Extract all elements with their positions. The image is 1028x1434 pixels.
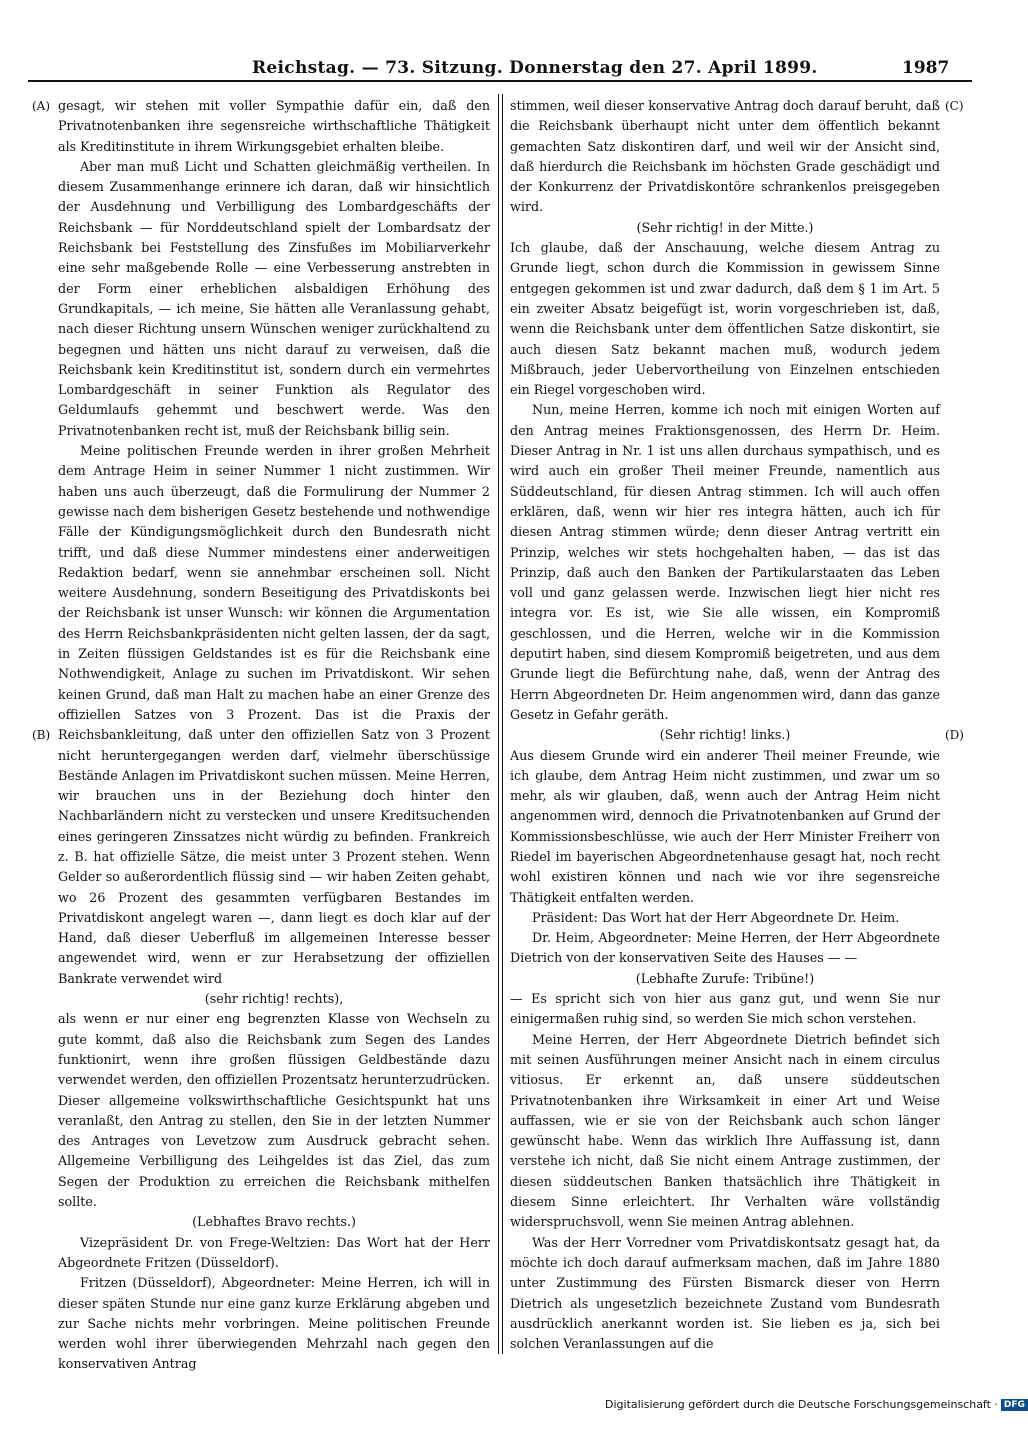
- paragraph: Meine Herren, der Herr Abgeordnete Dietrich befindet sich mit seinen Ausführungen meiner Ansicht nach in einem circulus vitiosus. Er erkennt an, daß unsere süddeutschen Privatnotenbanken ihre Wirksamkeit in einer Art und Weise auffassen, wie er sie von der Reichsbank auch schon länger gewünscht habe. Wenn das wirklich Ihre Auffassung ist, dann verstehe ich nicht, daß Sie nicht einem Antrage zustimmen, der diesen süddeutschen Banken thatsächlich ihre Thätigkeit in diesem Sinne erleichtert. Ihr Verhalten wäre vollständig widerspruchsvoll, wenn Sie meinen Antrag ablehnen.: [510, 1031, 940, 1230]
- paragraph: — Es spricht sich von hier aus ganz gut, und wenn Sie nur einigermaßen ruhig sind, so werden Sie mich schon verstehen.: [510, 991, 940, 1027]
- interjection: (Sehr richtig! in der Mitte.): [636, 219, 814, 235]
- paragraph: Aus diesem Grunde wird ein anderer Theil meiner Freunde, wie ich glaube, dem Antrag Heim nicht zustimmen, und zwar um so mehr, als wir glauben, daß, wenn auch der Antrag Heim nicht angenommen wird, dennoch die Privatnotenbanken auf Grund der Kommissionsbeschlüsse, wie auch der Herr Minister Freiherr von Riedel im bayerischen Abgeordnetenhause gesagt hat, noch recht wohl existiren können und nach wie vor ihre segensreiche Thätigkeit entfalten werden.: [510, 747, 940, 905]
- margin-mark-c: (C): [945, 99, 964, 113]
- margin-mark-a: (A): [32, 99, 51, 113]
- paragraph: Meine politischen Freunde werden in ihrer großen Mehrheit dem Antrage Heim in seiner Nummer 1 nicht zustimmen. Wir haben uns auch überzeugt, daß die Formulirung der Nummer 2 gewisse nach dem bisherigen Gesetz bestehende und nothwendige Fälle der Kündigungsmöglichkeit durch den Bundesrath nicht trifft, und daß diese Nummer mindestens einer anderweitigen Redaktion bedarf, wenn sie annehmbar erscheinen soll. Nicht weitere Ausdehnung, sondern Beseitigung des Privatdiskonts bei der Reichsbank ist unser Wunsch: wir können die Argumentation des Herrn Reichsbankpräsidenten nicht gelten lassen, der da sagt, in Zeiten flüssigen Geldstandes ist es für die Reichsbank eine Nothwendigkeit, Anlage zu suchen im Privatdiskont. Wir sehen keinen Grund, daß man Halt zu machen habe an einer Grenze des offiziellen Satzes von 3 Prozent. Das ist die Praxis der Reichsbankleitung, daß unter den offiziellen Satz von 3 Prozent nicht heruntergegangen werden darf, vielmehr überschüssige Bestände Anlagen im Privatdiskont suchen müssen. Meine Herren, wir brauchen uns in der Beziehung doch hinter den Nachbarländern nicht zu verstecken und unsere Kreditsuchenden eines geringeren Zinssatzes nicht würdig zu befinden. Frankreich z. B. hat offizielle Sätze, die meist unter 3 Prozent stehen. Wenn Gelder so außerordentlich flüssig sind — wir haben Zeiten gehabt, wo 26 Prozent des gesammten verfügbaren Bestandes im Privatdiskont angelegt waren —, dann liegt es doch klar auf der Hand, daß dieser Ueberfluß im allgemeinen Interesse besser angewendet wird, wenn er zur Herabsetzung der offiziellen Bankrate verwendet wird: [58, 443, 490, 986]
- speaker-paragraph: Präsident: Das Wort hat der Herr Abgeordnete Dr. Heim.: [532, 909, 900, 925]
- dfg-logo: DFG: [1001, 1399, 1028, 1411]
- header-title: Reichstag. — 73. Sitzung. Donnerstag den 27. April 1899.: [252, 58, 818, 78]
- paragraph: gesagt, wir stehen mit voller Sympathie dafür ein, daß den Privatnotenbanken ihre segensreiche wirthschaftliche Thätigkeit als Kreditinstitute in ihrem Wirkungsgebiet erhalten bleibe.: [58, 98, 490, 154]
- left-column: [58, 96, 490, 1375]
- speaker-paragraph: Dr. Heim, Abgeordneter: Meine Herren, der Herr Abgeordnete Dietrich von der konservativen Seite des Hauses — —: [510, 930, 940, 966]
- right-column: [510, 96, 940, 1354]
- paragraph: Was der Herr Vorredner vom Privatdiskontsatz gesagt hat, da möchte ich doch darauf aufmerksam machen, daß im Jahre 1880 unter Zustimmung des Fürsten Bismarck dieser von Herrn Dietrich als ungesetzlich bezeichnete Zustand vom Bundesrath ausdrücklich anerkannt worden ist. Sie lieben es ja, sich bei solchen Veranlassungen auf die: [510, 1234, 940, 1352]
- paragraph: Ich glaube, daß der Anschauung, welche diesem Antrag zu Grunde liegt, schon durch die Kommission in gewissem Sinne entgegen gekommen ist und zwar dadurch, daß dem § 1 im Art. 5 ein zweiter Absatz beigefügt ist, worin vorgeschrieben ist, daß, wenn die Reichsbank unter dem öffentlichen Satze diskontirt, sie auch diesen Satz bekannt machen muß, wodurch jedem Mißbrauch, jeder Uebervortheilung von Einzelnen entschieden ein Riegel vorgeschoben wird.: [510, 240, 940, 398]
- footer-text: Digitalisierung gefördert durch die Deutsche Forschungsgemeinschaft ·: [605, 1398, 998, 1411]
- interjection: (Sehr richtig! links.): [659, 727, 791, 743]
- digitization-footer: [605, 1398, 1028, 1411]
- paragraph: Aber man muß Licht und Schatten gleichmäßig vertheilen. In diesem Zusammenhange erinnere ich daran, daß wir hinsichtlich der Ausdehnung und Verbilligung des Lombardgeschäfts der Reichsbank — für Norddeutschland spielt der Lombardsatz der Reichsbank bei Feststellung des Zinsfußes im Mobiliarverkehr eine sehr maßgebende Rolle — eine Verbesserung anstrebten in der Form einer erheblichen alsbaldigen Erhöhung des Grundkapitals, — ich meine, Sie hätten alle Veranlassung gehabt, nach dieser Richtung unsern Wünschen weniger zurückhaltend zu begegnen und hätten uns nicht darauf zu verweisen, daß die Reichsbank kein Kreditinstitut ist, sondern durch ein vermehrtes Lombardgeschäft in seiner Funktion als Regulator des Geldumlaufs gehemmt und beschwert werde. Was den Privatnotenbanken recht ist, muß der Reichsbank billig sein.: [58, 158, 490, 438]
- speaker-paragraph: Fritzen (Düsseldorf), Abgeordneter: Meine Herren, ich will in dieser späten Stunde nur eine ganz kurze Erklärung abgeben und zur Sache nichts mehr vorbringen. Meine politischen Freunde werden wohl ihrer überwiegenden Mehrzahl nach gegen den konservativen Antrag: [58, 1275, 490, 1372]
- speaker-paragraph: Vizepräsident Dr. von Frege-Weltzien: Das Wort hat der Herr Abgeordnete Fritzen (Düsseldorf).: [58, 1234, 490, 1270]
- column-divider: [498, 94, 503, 1354]
- interjection: (Lebhaftes Bravo rechts.): [192, 1214, 356, 1230]
- paragraph: als wenn er nur einer eng begrenzten Klasse von Wechseln zu gute kommt, daß also die Reichsbank zum Segen des Landes funktionirt, wenn ihre großen flüssigen Geldbestände dazu verwendet werden, den offiziellen Prozentsatz herunterzudrücken. Dieser allgemeine volkswirthschaftliche Gesichtspunkt hat uns veranlaßt, den Antrag zu stellen, den Sie in der letzten Nummer des Antrages von Levetzow zum Ausdruck gebracht sehen. Allgemeine Verbilligung des Leihgeldes ist das Ziel, das zum Segen der Produktion zu erreichen die Reichsbank mithelfen sollte.: [58, 1011, 490, 1210]
- margin-mark-d: (D): [945, 728, 964, 742]
- page-number: 1987: [902, 58, 950, 78]
- paragraph: stimmen, weil dieser konservative Antrag doch darauf beruht, daß die Reichsbank überhaupt nicht unter dem öffentlich bekannt gemachten Satz diskontiren darf, und weil wir der Ansicht sind, daß hierdurch die Reichsbank im höchsten Grade geschädigt und der Konkurrenz der Privatdiskontöre schrankenlos preisgegeben wird.: [510, 98, 940, 215]
- margin-mark-b: (B): [32, 728, 51, 742]
- interjection: (Lebhafte Zurufe: Tribüne!): [635, 970, 815, 986]
- header-rule: [28, 80, 972, 82]
- interjection: (sehr richtig! rechts),: [204, 991, 344, 1007]
- paragraph: Nun, meine Herren, komme ich noch mit einigen Worten auf den Antrag meines Fraktionsgenossen, des Herrn Dr. Heim. Dieser Antrag in Nr. 1 ist uns allen durchaus sympathisch, und es wird auch ein großer Theil meiner Freunde, namentlich aus Süddeutschland, für diesen Antrag stimmen. Ich will auch offen erklären, daß, wenn wir hier res integra hätten, auch ich für diesen Antrag stimmen würde; denn dieser Antrag vertritt ein Prinzip, welches wir stets hochgehalten haben, — das ist das Prinzip, daß auch den Banken der Partikularstaaten das Leben voll und ganz gelassen werde. Inzwischen liegt hier nicht res integra vor. Es ist, wie Sie alle wissen, ein Kompromiß geschlossen, und die Herren, welche wir in die Kommission deputirt haben, sind diesem Kompromiß beigetreten, und aus dem Grunde liegt die Befürchtung nahe, daß, wenn der Antrag des Herrn Abgeordneten Dr. Heim angenommen wird, dann das ganze Gesetz in Gefahr geräth.: [510, 402, 940, 722]
